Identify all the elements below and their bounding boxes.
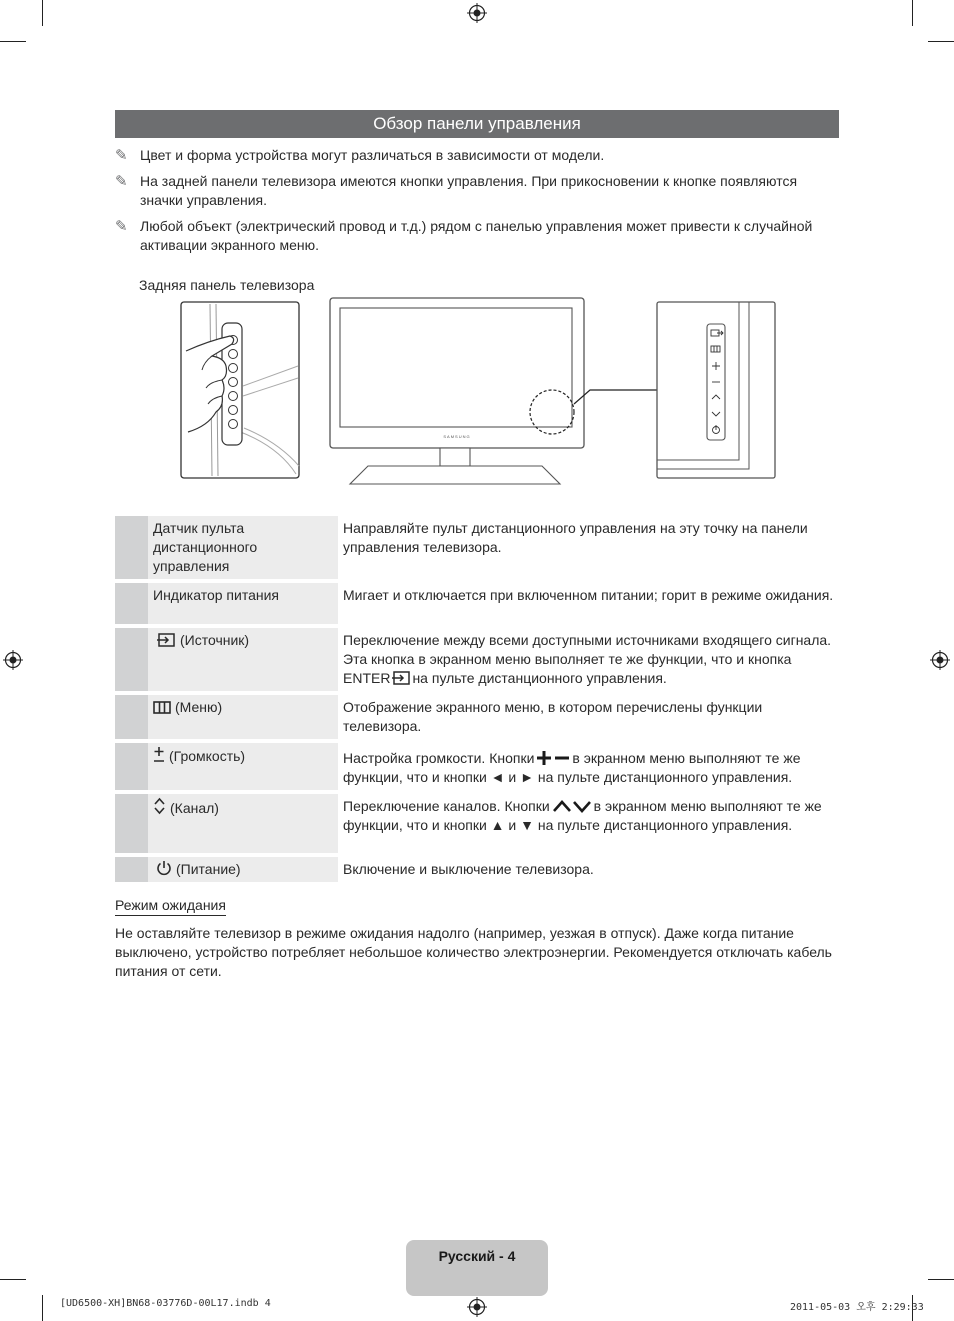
control-name: [148, 626, 338, 693]
control-name: [148, 693, 338, 741]
row-marker: [115, 516, 148, 581]
pencil-note-icon: ✎: [115, 218, 128, 235]
plus-minus-icon: [153, 746, 165, 763]
pencil-note-icon: ✎: [115, 173, 128, 190]
crop-mark: [42, 0, 43, 26]
control-name: [148, 741, 338, 792]
control-desc-text: в экранном меню выполняют те же функции, что и кнопки ▲ и ▼ на пульте дистанционного управления.: [343, 798, 822, 833]
control-name-text: (Источник): [180, 632, 250, 648]
control-desc-text: Настройка громкости. Кнопки: [343, 750, 535, 766]
control-name: [148, 581, 338, 626]
power-icon: [156, 860, 172, 876]
file-slug: [UD6500-XH]BN68-03776D-00L17.indb 4: [60, 1298, 271, 1309]
channel-up-down-icon: [552, 799, 592, 813]
control-description: [338, 741, 839, 792]
crop-mark: [928, 41, 954, 42]
crop-mark: [42, 1295, 43, 1321]
control-desc-text: в экранном меню выполняют те же функции, что и кнопки ◄ и ► на пульте дистанционного управления.: [343, 750, 801, 785]
row-marker: [115, 581, 148, 626]
control-name-text: Датчик пульта дистанционного управления: [153, 520, 258, 574]
print-timestamp: 2011-05-03 오후 2:29:33: [790, 1302, 924, 1313]
row-marker: [115, 693, 148, 741]
table-row: [115, 792, 839, 855]
note-text: На задней панели телевизора имеются кнопки управления. При прикосновении к кнопке появляются значки управления.: [140, 173, 798, 208]
notes-list: [115, 146, 839, 262]
tv-brand-logo: SAMSUNG: [443, 434, 471, 439]
control-desc-text: Включение и выключение телевизора.: [343, 861, 594, 877]
note-item: [115, 172, 839, 210]
control-name-text: (Громкость): [169, 748, 246, 764]
section-title: Обзор панели управления: [115, 110, 839, 138]
control-description: [338, 626, 839, 693]
control-panel-closeup: [657, 302, 775, 478]
control-description: [338, 855, 839, 884]
crop-mark: [0, 1279, 26, 1280]
control-name: [148, 855, 338, 884]
control-name-text: (Меню): [175, 699, 223, 715]
control-description: [338, 693, 839, 741]
control-desc-text: Переключение между всеми доступными источниками входящего сигнала. Эта кнопка в экранном меню выполняет те же функции, что и кнопка ENTER: [343, 632, 832, 686]
control-description: [338, 516, 839, 581]
row-marker: [115, 741, 148, 792]
menu-icon: [153, 701, 171, 714]
control-name-text: Индикатор питания: [153, 587, 279, 603]
note-item: [115, 146, 839, 165]
registration-mark-icon: [467, 3, 487, 23]
note-text: Цвет и форма устройства могут различаться в зависимости от модели.: [140, 147, 605, 163]
control-name: [148, 792, 338, 855]
crop-mark: [912, 0, 913, 26]
table-row: [115, 626, 839, 693]
source-input-icon: [392, 671, 410, 685]
control-desc-text: Направляйте пульт дистанционного управления на эту точку на панели управления телевизора.: [343, 520, 808, 555]
row-marker: [115, 792, 148, 855]
tv-front-illustration: [330, 298, 658, 484]
controls-table: [115, 516, 839, 886]
control-desc-text: Мигает и отключается при включенном питании; горит в режиме ожидания.: [343, 587, 834, 603]
registration-mark-icon: [930, 650, 950, 670]
standby-paragraph: Не оставляйте телевизор в режиме ожидания надолго (например, уезжая в отпуск). Даже когда питание выключено, устройство потребляет небольшое количество электроэнергии. Рекомендуется отключать кабель питания от сети.: [115, 925, 832, 979]
control-desc-text: Отображение экранного меню, в котором перечислены функции телевизора.: [343, 699, 763, 734]
channel-up-down-icon: [153, 797, 166, 815]
hand-touch-illustration: [181, 302, 299, 478]
table-row: [115, 855, 839, 884]
table-row: [115, 693, 839, 741]
pencil-note-icon: ✎: [115, 147, 128, 164]
plus-minus-icon: [536, 751, 570, 765]
table-row: [115, 741, 839, 792]
row-marker: [115, 855, 148, 884]
note-text: Любой объект (электрический провод и т.д.) рядом с панелью управления может привести к случайной активации экранного меню.: [140, 218, 813, 253]
control-description: [338, 581, 839, 626]
note-item: [115, 217, 839, 255]
table-row: [115, 581, 839, 626]
control-description: [338, 792, 839, 855]
crop-mark: [928, 1279, 954, 1280]
control-name-text: (Питание): [176, 861, 241, 877]
diagram-label: Задняя панель телевизора: [139, 277, 315, 293]
control-name: [148, 516, 338, 581]
control-desc-text: на пульте дистанционного управления.: [412, 670, 667, 686]
tv-rear-panel-diagram: [178, 296, 778, 492]
registration-mark-icon: [3, 650, 23, 670]
page-number-tab: Русский - 4: [406, 1240, 548, 1296]
crop-mark: [0, 41, 26, 42]
control-desc-text: Переключение каналов. Кнопки: [343, 798, 550, 814]
registration-mark-icon: [467, 1297, 487, 1317]
table-row: [115, 516, 839, 581]
source-input-icon: [156, 633, 176, 647]
standby-heading: Режим ожидания: [115, 896, 226, 916]
control-name-text: (Канал): [170, 800, 219, 816]
row-marker: [115, 626, 148, 693]
